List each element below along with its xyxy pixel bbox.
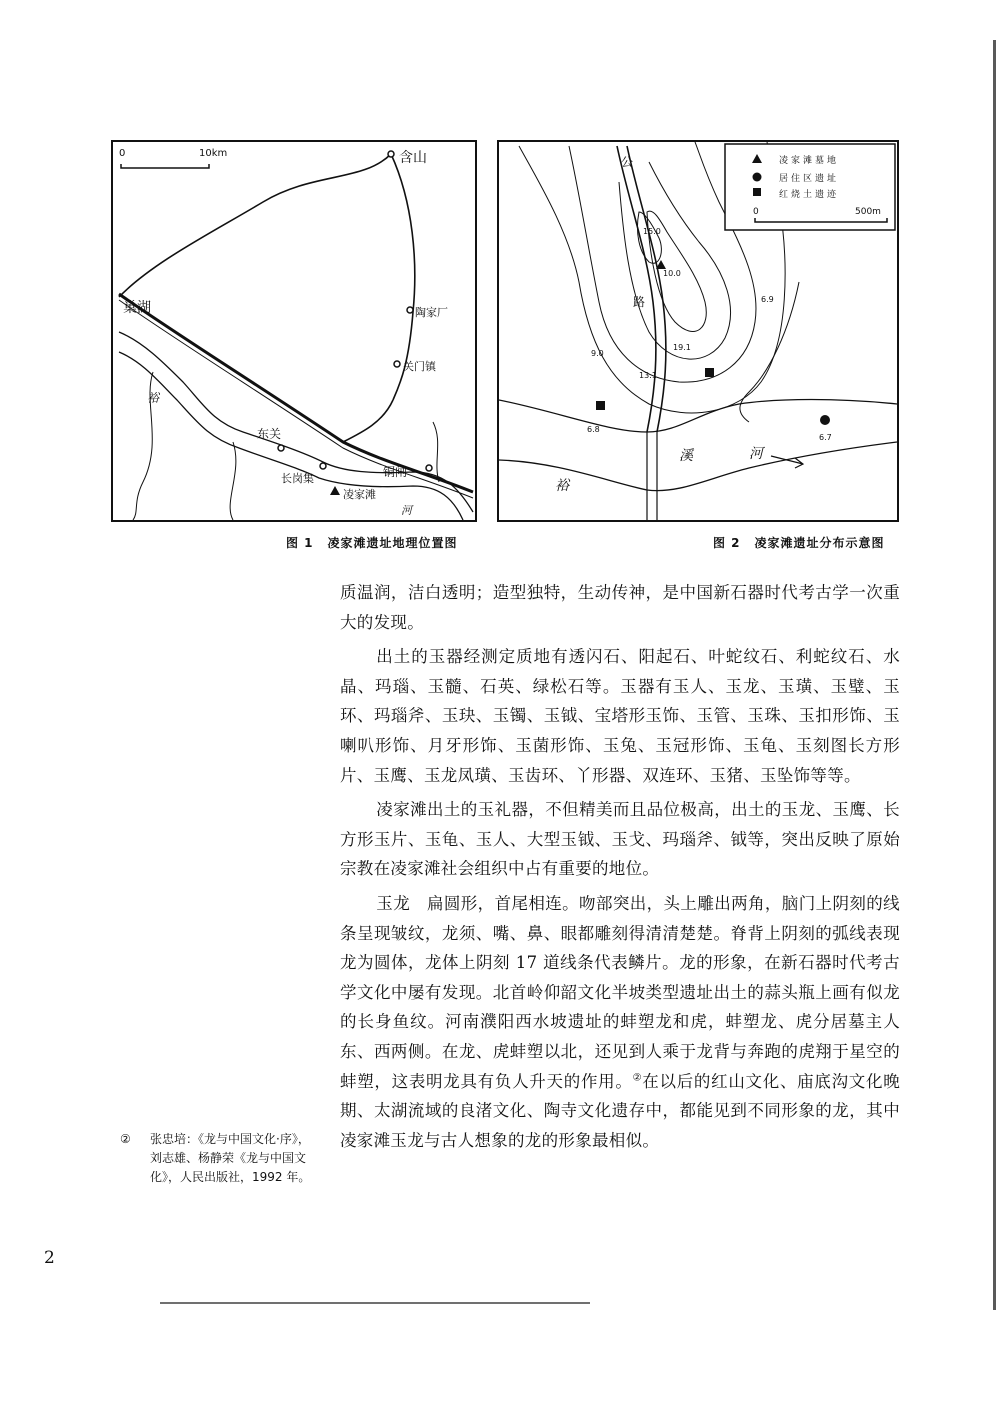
fig2-redsoil-marker-2 bbox=[596, 401, 605, 410]
footnote bbox=[120, 1130, 320, 1187]
figure-1-map bbox=[111, 140, 477, 522]
fig1-tongzha-marker bbox=[426, 465, 432, 471]
paragraph-3: 凌家滩出土的玉礼器，不但精美而且品位极高，出土的玉龙、玉鹰、长方形玉片、玉龟、玉人、大型玉钺、玉戈、玛瑙斧、钺等，突出反映了原始宗教在凌家滩社会组织中占有重要的地位。 bbox=[340, 800, 900, 879]
figure-2-caption-text: 凌家滩遗址分布示意图 bbox=[754, 536, 885, 550]
fig1-label-yu: 裕 bbox=[147, 391, 160, 405]
fig2-elev-1: 15.0 bbox=[643, 227, 661, 236]
footnote-ref[interactable]: ② bbox=[632, 1072, 643, 1083]
fig2-legend-residence-symbol bbox=[753, 173, 762, 182]
scan-edge-line bbox=[993, 40, 996, 1310]
fig2-residence-marker bbox=[820, 415, 830, 425]
fig2-elev-7: 6.8 bbox=[587, 425, 600, 434]
fig1-scale-end: 10km bbox=[199, 148, 228, 159]
fig2-redsoil-marker-1 bbox=[705, 368, 714, 377]
fig2-legend-residence: 居住区遗址 bbox=[779, 174, 840, 184]
footnote-text: 张忠培：《龙与中国文化·序》，刘志雄、杨静荣《龙与中国文化》，人民出版社，1992 年。 bbox=[150, 1132, 311, 1184]
fig2-label-gong: 公 bbox=[621, 155, 634, 169]
paragraph-1: 质温润，洁白透明；造型独特，生动传神，是中国新石器时代考古学一次重大的发现。 bbox=[340, 583, 900, 632]
fig2-elev-3: 19.1 bbox=[673, 343, 691, 352]
figure-1-svg bbox=[113, 142, 475, 520]
fig1-road-south bbox=[343, 400, 393, 442]
body-text bbox=[340, 578, 900, 1155]
fig1-tributary-1 bbox=[230, 442, 236, 520]
fig2-elev-4: 13.1 bbox=[639, 371, 657, 380]
fig1-river-south-bank bbox=[119, 352, 463, 520]
fig2-elev-5: 9.0 bbox=[591, 349, 604, 358]
fig2-label-yu: 裕 bbox=[555, 478, 569, 494]
fig1-hanshan-marker bbox=[388, 151, 394, 157]
fig2-bridge bbox=[647, 432, 657, 520]
fig1-river-north-bank bbox=[119, 332, 473, 512]
fig2-label-xi: 溪 bbox=[679, 448, 693, 464]
fig2-elev-2: 10.0 bbox=[663, 269, 681, 278]
figure-1-caption-text: 凌家滩遗址地理位置图 bbox=[327, 536, 458, 550]
scan-bottom-line bbox=[160, 1302, 590, 1304]
figure-2-map bbox=[497, 140, 899, 522]
figure-2-caption bbox=[713, 534, 885, 551]
paragraph-4 bbox=[340, 889, 900, 1155]
fig2-river-north-bank bbox=[499, 400, 897, 433]
fig2-label-lu: 路 bbox=[633, 295, 646, 309]
fig1-label-taojia: 陶家厂 bbox=[415, 306, 448, 319]
page-number: 2 bbox=[44, 1248, 55, 1268]
fig2-elev-8: 6.7 bbox=[819, 433, 832, 442]
fig1-label-changgang: 长岗集 bbox=[281, 472, 314, 485]
fig1-label-dongguan: 东关 bbox=[257, 427, 282, 441]
fig2-label-he: 河 bbox=[749, 446, 763, 462]
fig2-legend-scale-zero: 0 bbox=[753, 207, 759, 217]
fig1-railway bbox=[119, 294, 473, 492]
fig1-guanmen-marker bbox=[394, 361, 400, 367]
fig1-lingjiatan-marker bbox=[330, 486, 340, 495]
figure-1-caption-num: 图 1 bbox=[286, 536, 314, 550]
fig2-legend-redsoil-symbol bbox=[753, 188, 761, 196]
figure-1-caption bbox=[286, 534, 458, 551]
fig1-label-lingjiatan: 凌家滩 bbox=[343, 488, 376, 501]
footnote-mark: ② bbox=[120, 1132, 131, 1146]
fig1-road-north bbox=[119, 154, 391, 297]
fig1-scale-zero: 0 bbox=[119, 148, 126, 159]
paragraph-2: 出土的玉器经测定质地有透闪石、阳起石、叶蛇纹石、利蛇纹石、水晶、玛瑙、玉髓、石英、绿松石等。玉器有玉人、玉龙、玉璜、玉璧、玉环、玛瑙斧、玉玦、玉镯、玉钺、宝塔形玉饰、玉管、玉珠、玉扣形饰、玉喇叭形饰、月牙形饰、玉菌形饰、玉兔、玉冠形饰、玉龟、玉刻图长方形片、玉鹰、玉龙凤璜、玉齿环、丫形器、双连环、玉猪、玉坠饰等等。 bbox=[340, 647, 900, 785]
fig2-legend-cemetery: 凌家滩墓地 bbox=[779, 156, 840, 166]
fig1-label-he: 河 bbox=[401, 504, 412, 517]
figure-2-caption-num: 图 2 bbox=[713, 536, 741, 550]
paragraph-4-part-a: 玉龙 扁圆形，首尾相连。吻部突出，头上雕出两角，脑门上阴刻的线条呈现皱纹，龙须、嘴、鼻、眼都雕刻得清清楚楚。脊背上阴刻的弧线表现龙为圆体，龙体上阴刻 17 道线条代表鳞片。龙的形象，在新石器时代考古学文化中屡有发现。北首岭仰韶文化半坡类型遗址出土的蒜头瓶上画有似龙的长身鱼纹。河南濮阳西水坡遗址的蚌塑龙和虎，蚌塑龙、虎分居墓主人东、西两侧。在龙、虎蚌塑以北，还见到人乘于龙背与奔跑的虎翔于星空的蚌塑，这表明龙具有负人升天的作用。 bbox=[340, 893, 900, 1091]
paragraph-4-part-b: 在以后的红山文化、庙底沟文化晚期、太湖流域的良渚文化、陶寺文化遗存中，都能见到不同形象的龙，其中凌家滩玉龙与古人想象的龙的形象最相似。 bbox=[340, 1071, 901, 1150]
fig2-elev-6: 6.9 bbox=[761, 295, 774, 304]
fig1-label-chaohu: 巢湖 bbox=[123, 300, 151, 316]
fig1-label-hanshan: 含山 bbox=[399, 150, 427, 166]
fig2-highway-left bbox=[617, 146, 656, 432]
fig1-tributary-2 bbox=[433, 422, 439, 482]
fig1-label-guanmen: 关门镇 bbox=[403, 360, 436, 373]
fig1-dongguan-marker bbox=[278, 445, 284, 451]
fig1-scale-bar bbox=[121, 164, 209, 168]
fig1-changgang-marker bbox=[320, 463, 326, 469]
figure-2-svg bbox=[499, 142, 897, 520]
fig1-taojia-marker bbox=[407, 307, 413, 313]
fig2-legend-redsoil: 红烧土遗迹 bbox=[779, 190, 840, 200]
fig2-highway-right bbox=[627, 146, 666, 432]
fig1-label-tongzha: 铜闸 bbox=[383, 465, 408, 479]
fig2-legend-scale-end: 500m bbox=[855, 207, 881, 217]
